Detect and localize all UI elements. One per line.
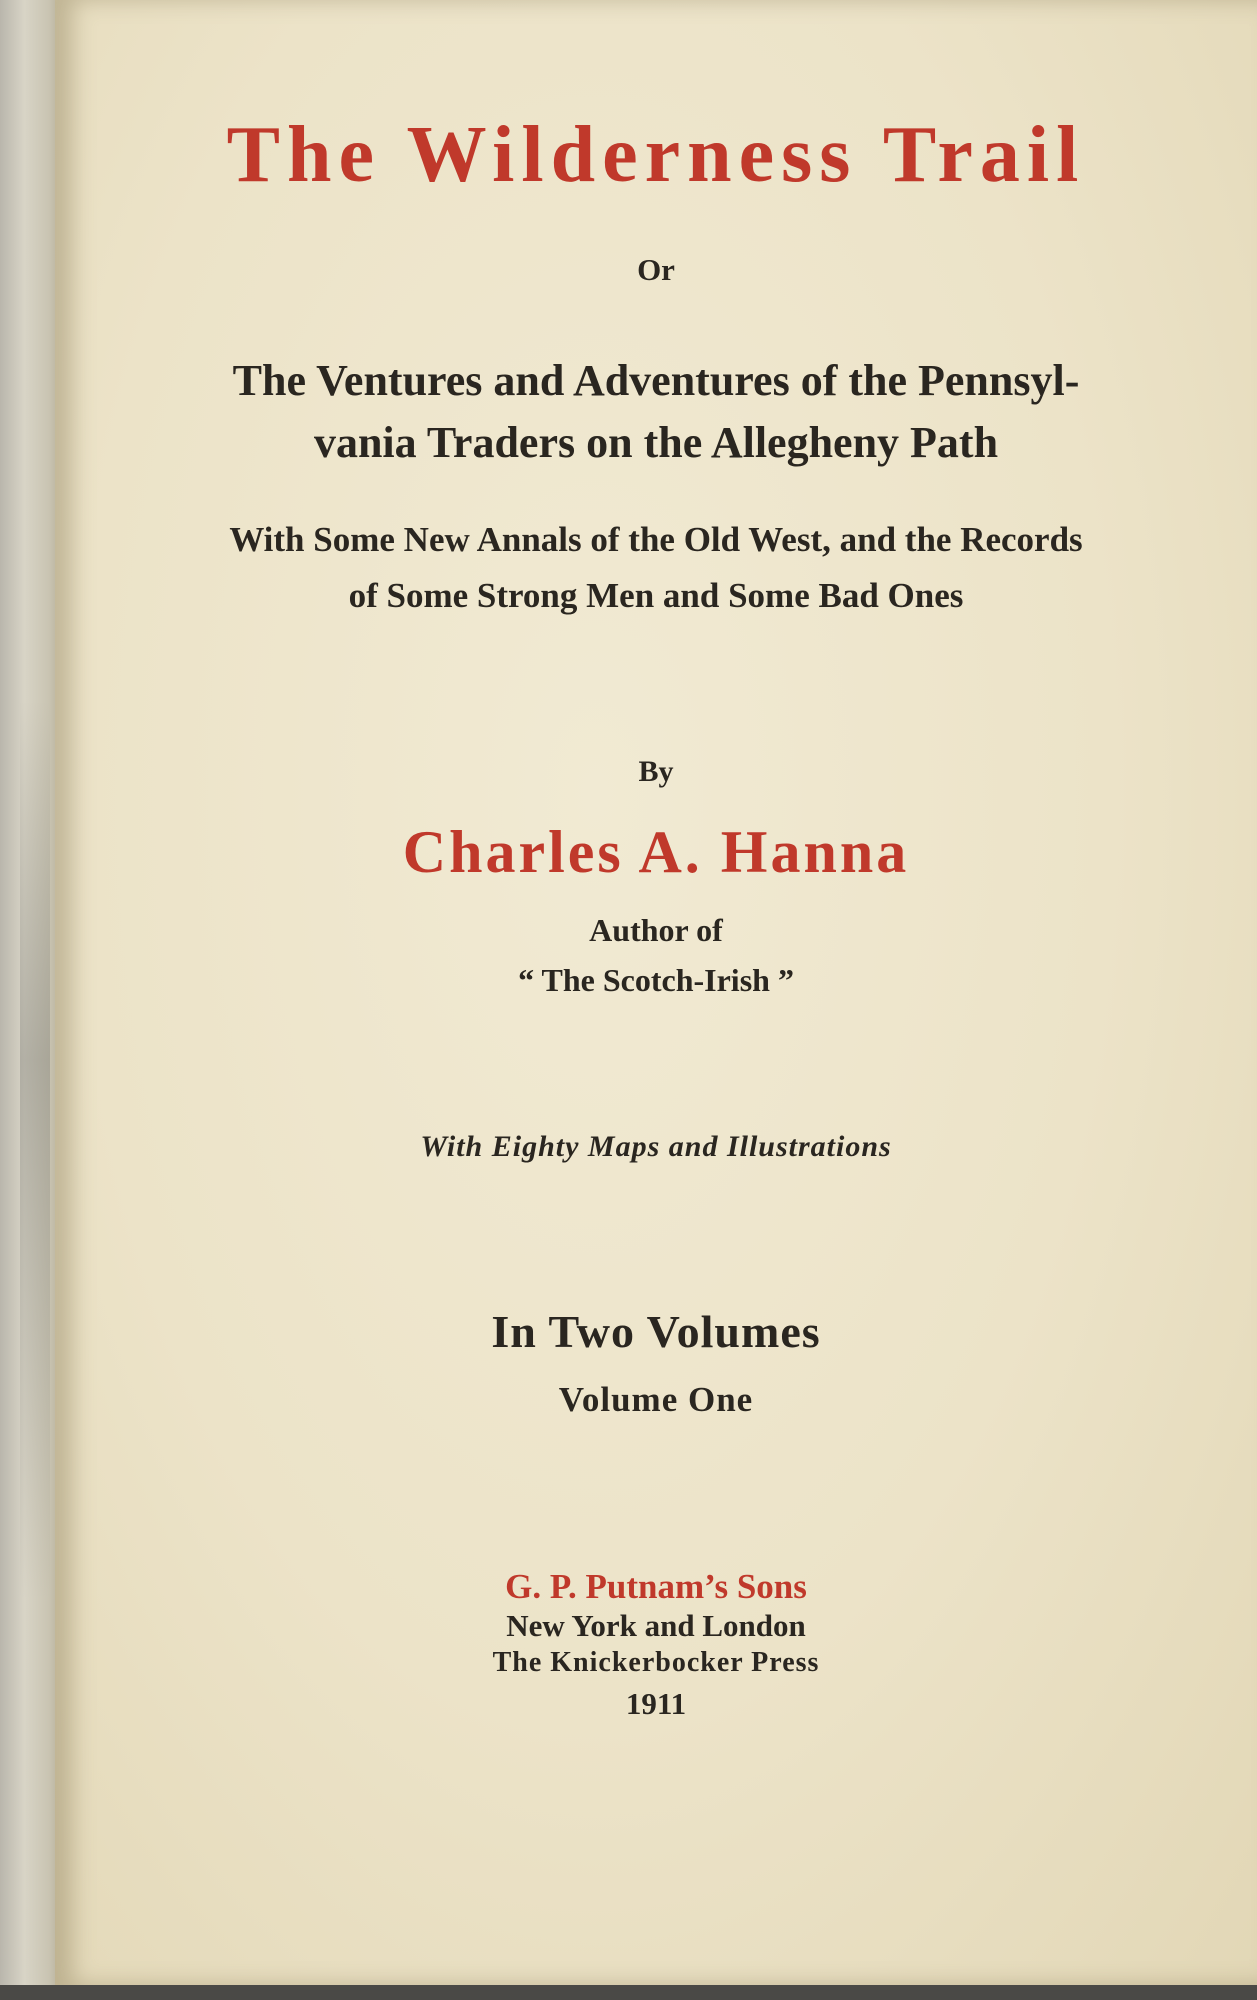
author-credits bbox=[55, 905, 1257, 1005]
volumes-count: In Two Volumes bbox=[491, 1306, 821, 1357]
prior-work-title: “ The Scotch-Irish ” bbox=[518, 962, 794, 998]
publisher-city: New York and London bbox=[506, 1608, 806, 1643]
illustrations-note: With Eighty Maps and Illustrations bbox=[420, 1130, 892, 1163]
book-title: The Wilderness Trail bbox=[226, 111, 1086, 199]
secondary-subtitle-line: With Some New Annals of the Old West, and the Records bbox=[229, 520, 1083, 559]
author-of-label: Author of bbox=[589, 912, 723, 948]
secondary-subtitle-line: of Some Strong Men and Some Bad Ones bbox=[348, 576, 964, 615]
page-shadow bbox=[20, 700, 50, 1600]
subtitle-line: The Ventures and Adventures of the Pennsyl- bbox=[232, 356, 1080, 405]
volume-label: Volume One bbox=[558, 1380, 754, 1419]
subtitle bbox=[55, 350, 1257, 474]
by-line: By bbox=[638, 755, 674, 788]
subtitle-line: vania Traders on the Allegheny Path bbox=[313, 418, 999, 467]
table-surface bbox=[0, 1985, 1257, 2000]
secondary-subtitle bbox=[55, 512, 1257, 624]
or-line: Or bbox=[637, 252, 675, 287]
publisher-name: G. P. Putnam’s Sons bbox=[505, 1567, 807, 1606]
publication-year: 1911 bbox=[625, 1686, 687, 1721]
author-name: Charles A. Hanna bbox=[402, 819, 910, 885]
press-name: The Knickerbocker Press bbox=[492, 1647, 820, 1678]
title-page bbox=[55, 0, 1257, 1985]
